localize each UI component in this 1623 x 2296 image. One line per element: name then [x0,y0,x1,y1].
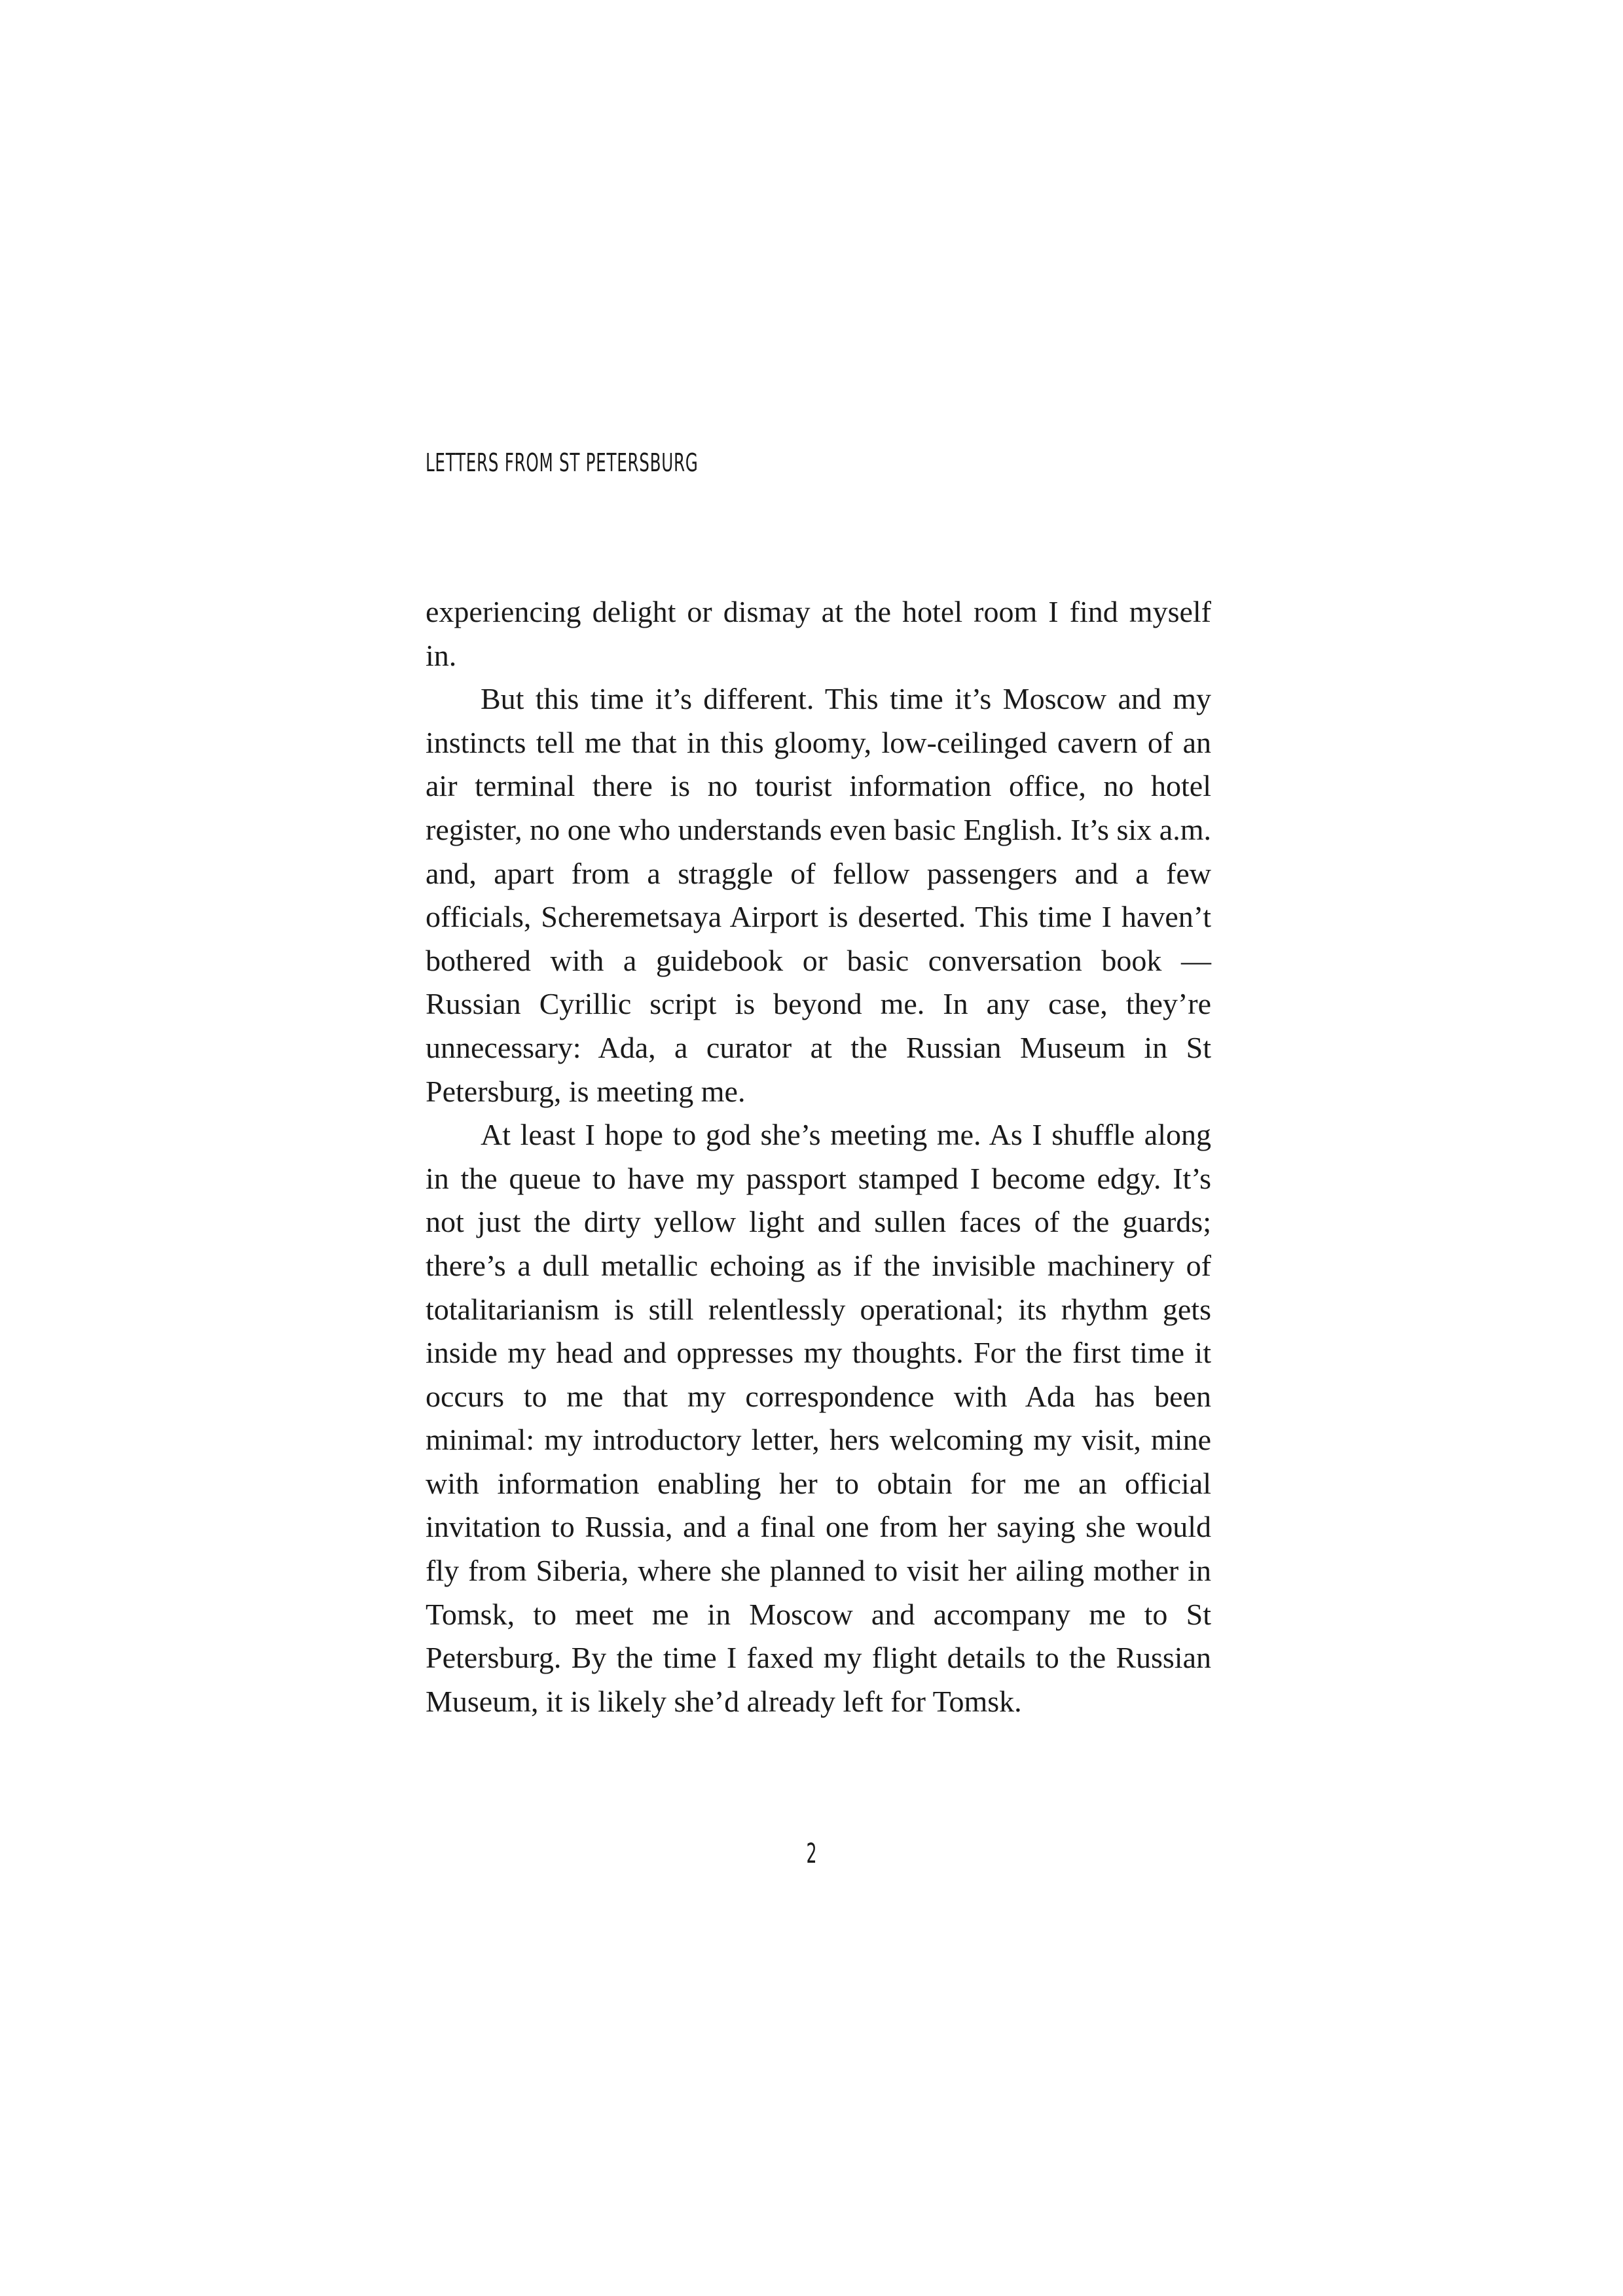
paragraph: At least I hope to god she’s meeting me. As I shuffle along in the queue to have my passport stamped I become edgy. It’s not just the dirty yellow light and sullen faces of the guards; there’s a dull metallic echoing as if the invisible machinery of totalitarianism is still relentlessly operational; its rhythm gets inside my head and oppresses my thoughts. For the first time it occurs to me that my correspondence with Ada has been minimal: my introductory letter, hers welcoming my visit, mine with information enabling her to obtain for me an official invitation to Russia, and a final one from her saying she would fly from Siberia, where she planned to visit her ailing mother in Tomsk, to meet me in Moscow and accompany me to St Petersburg. By the time I faxed my flight details to the Russian Museum, it is likely she’d already left for Tomsk. [426,1118,1211,1718]
body-text [426,590,1211,1723]
paragraph: experiencing delight or dismay at the hotel room I find myself in. [426,595,1211,672]
running-head: LETTERS FROM ST PETERSBURG [426,448,699,477]
page-number: 2 [806,1837,817,1869]
paragraph: But this time it’s different. This time it’s Moscow and my instincts tell me that in this gloomy, low-ceilinged cavern of an air terminal there is no tourist information office, no hotel register, no one who understands even basic English. It’s six a.m. and, apart from a straggle of fellow passengers and a few officials, Scheremetsaya Airport is deserted. This time I haven’t bothered with a guidebook or basic conversation book — Russian Cyrillic script is beyond me. In any case, they’re unnecessary: Ada, a curator at the Russian Museum in St Petersburg, is meeting me. [426,682,1211,1108]
